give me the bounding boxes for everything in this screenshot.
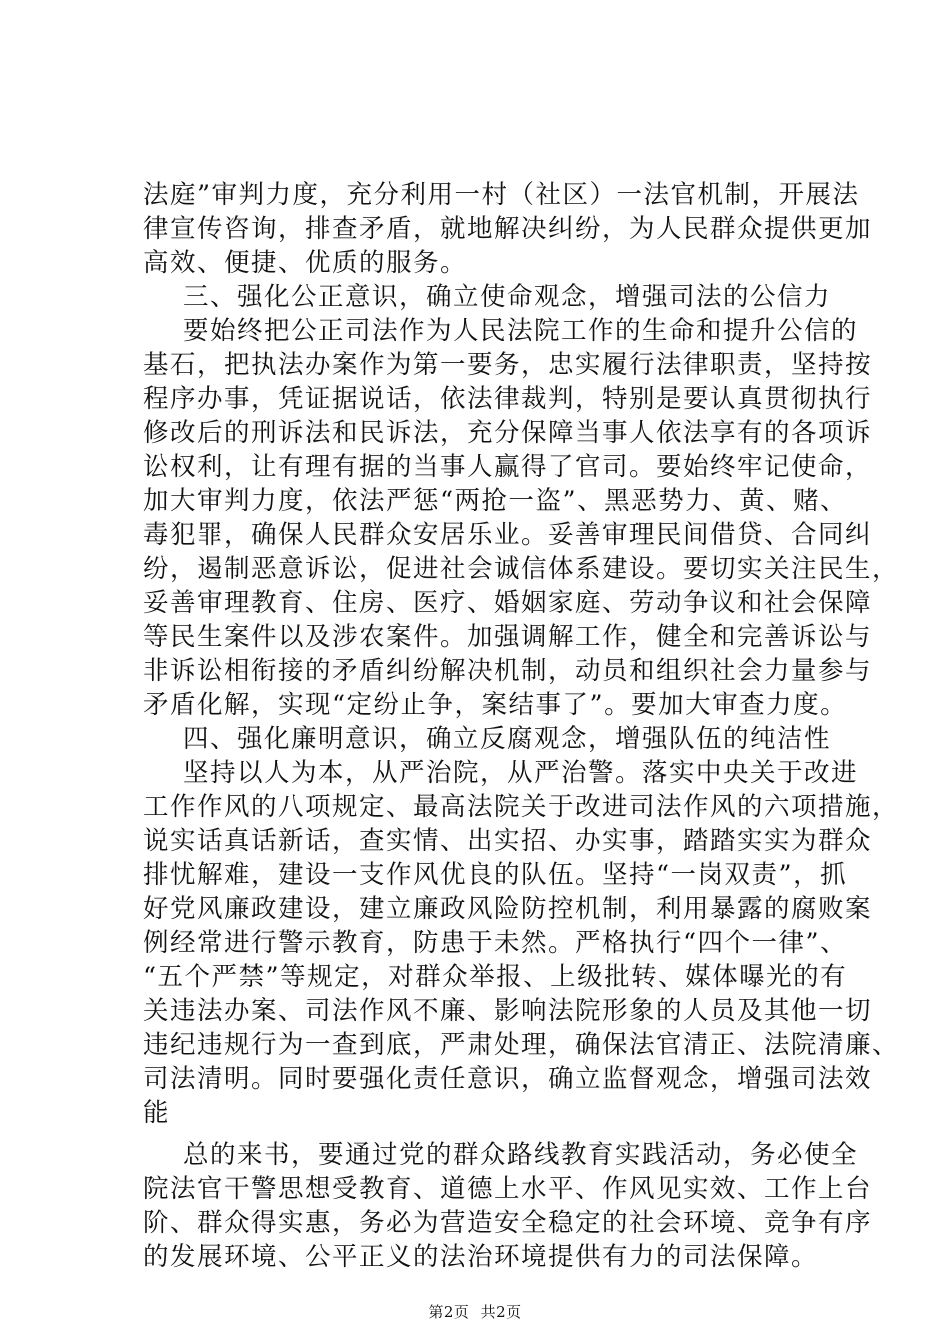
body-line: 坚持以人为本，从严治院，从严治警。落实中央关于改进 — [183, 758, 859, 788]
body-line: 司法清明。同时要强化责任意识，确立监督观念，增强司法效 — [143, 1064, 873, 1094]
body-line: 关违法办案、司法作风不廉、影响法院形象的人员及其他一切 — [143, 996, 873, 1026]
body-line: 排忧解难，建设一支作风优良的队伍。坚持“一岗双责”，抓 — [143, 860, 848, 890]
body-line: 毒犯罪，确保人民群众安居乐业。妥善审理民间借贷、合同纠 — [143, 520, 873, 550]
body-line: 要始终把公正司法作为人民法院工作的生命和提升公信的 — [183, 316, 859, 346]
body-line: 总的来书，要通过党的群众路线教育实践活动，务必使全 — [183, 1140, 859, 1170]
section-heading-4: 四、强化廉明意识，确立反腐观念，增强队伍的纯洁性 — [183, 724, 832, 754]
body-line: 修改后的刑诉法和民诉法，充分保障当事人依法享有的各项诉 — [143, 418, 873, 448]
body-line: 违纪违规行为一查到底，严肃处理，确保法官清正、法院清廉、 — [143, 1030, 900, 1060]
body-line: 矛盾化解，实现“定纷止争，案结事了”。要加大审查力度。 — [143, 690, 848, 720]
body-line: 工作作风的八项规定、最高法院关于改进司法作风的六项措施， — [143, 792, 900, 822]
body-line: 好党风廉政建设，建立廉政风险防控机制，利用暴露的腐败案 — [143, 894, 873, 924]
body-line: 能 — [143, 1098, 171, 1128]
body-line: 法庭”审判力度，充分利用一村（社区）一法官机制，开展法 — [143, 180, 860, 210]
body-line: 妥善审理教育、住房、医疗、婚姻家庭、劳动争议和社会保障 — [143, 588, 873, 618]
body-line: 律宣传咨询，排查矛盾，就地解决纠纷，为人民群众提供更加 — [143, 214, 873, 244]
body-line: 的发展环境、公平正义的法治环境提供有力的司法保障。 — [143, 1242, 819, 1272]
body-line: 阶、群众得实惠，务必为营造安全稳定的社会环境、竞争有序 — [143, 1208, 873, 1238]
body-line: 讼权利，让有理有据的当事人赢得了官司。要始终牢记使命， — [143, 452, 873, 482]
body-line: 基石，把执法办案作为第一要务，忠实履行法律职责，坚持按 — [143, 350, 873, 380]
section-heading-3: 三、强化公正意识，确立使命观念，增强司法的公信力 — [183, 282, 832, 312]
body-line: “五个严禁”等规定，对群众举报、上级批转、媒体曝光的有 — [143, 962, 848, 992]
body-line: 纷，遏制恶意诉讼，促进社会诚信体系建设。要切实关注民生， — [143, 554, 900, 584]
body-line: 等民生案件以及涉农案件。加强调解工作，健全和完善诉讼与 — [143, 622, 873, 652]
page-number: 第2页 — [428, 1303, 470, 1321]
body-line: 院法官干警思想受教育、道德上水平、作风见实效、工作上台 — [143, 1174, 873, 1204]
body-line: 程序办事，凭证据说话，依法律裁判，特别是要认真贯彻执行 — [143, 384, 873, 414]
page-footer — [0, 1302, 950, 1322]
page-total: 共2页 — [480, 1303, 522, 1321]
body-line: 非诉讼相衔接的矛盾纠纷解决机制，动员和组织社会力量参与 — [143, 656, 873, 686]
body-line: 加大审判力度，依法严惩“两抢一盗”、黑恶势力、黄、赌、 — [143, 486, 848, 516]
body-line: 例经常进行警示教育，防患于未然。严格执行“四个一律”、 — [143, 928, 848, 958]
body-line: 高效、便捷、优质的服务。 — [143, 248, 468, 278]
body-line: 说实话真话新话，查实情、出实招、办实事，踏踏实实为群众 — [143, 826, 873, 856]
